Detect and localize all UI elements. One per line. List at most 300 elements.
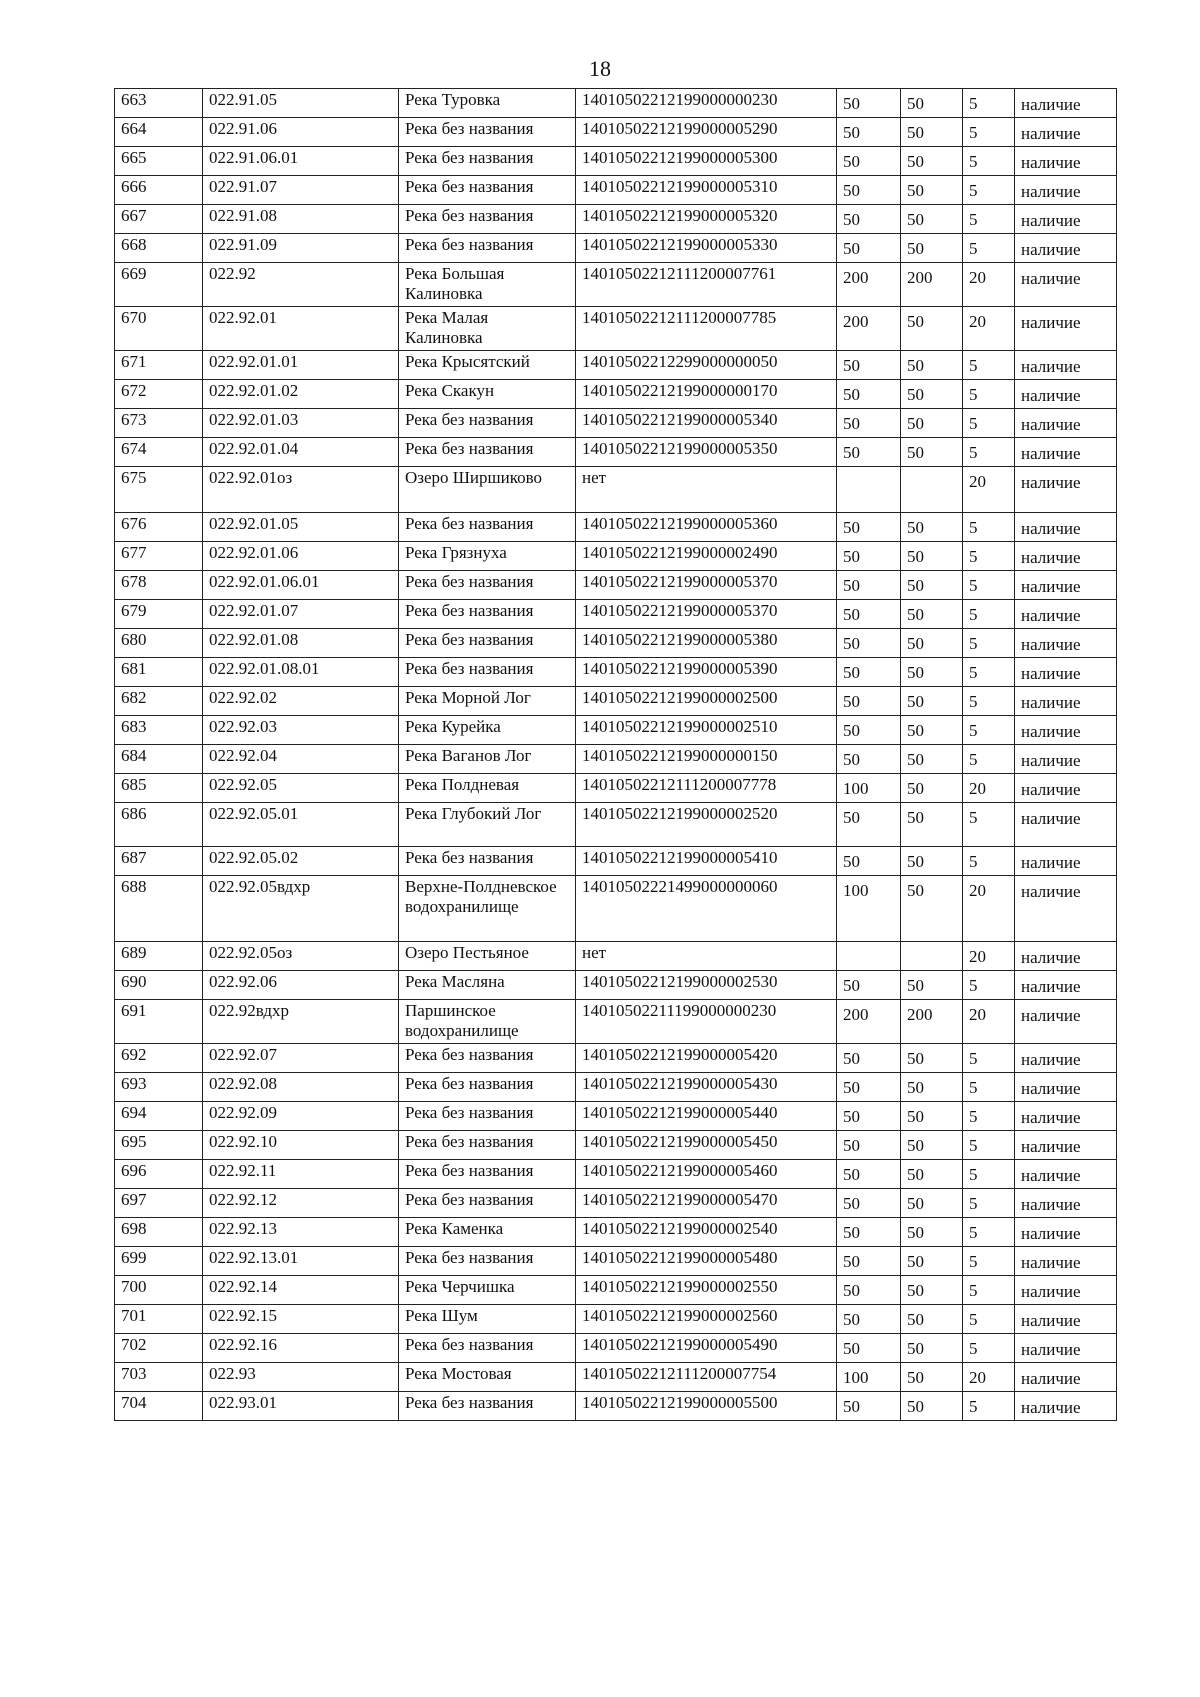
coastal-protection-strip-cell: 5 xyxy=(963,847,1015,876)
row-number-cell: 701 xyxy=(115,1305,203,1334)
object-code-cell: 022.92.01.05 xyxy=(203,513,399,542)
row-number-cell: 698 xyxy=(115,1218,203,1247)
registry-code-cell: 14010502212199000002560 xyxy=(576,1305,837,1334)
status-cell: наличие xyxy=(1015,234,1117,263)
table-row xyxy=(115,263,1117,307)
water-protection-zone-cell: 50 xyxy=(837,658,901,687)
table-row xyxy=(115,205,1117,234)
status-cell: наличие xyxy=(1015,1247,1117,1276)
object-code-cell: 022.92.13 xyxy=(203,1218,399,1247)
shore-strip-width-cell: 50 xyxy=(901,1392,963,1421)
status-cell: наличие xyxy=(1015,118,1117,147)
object-code-cell: 022.91.05 xyxy=(203,89,399,118)
registry-code-cell: 14010502212199000000170 xyxy=(576,380,837,409)
water-objects-table xyxy=(114,88,1117,1421)
registry-code-cell: 14010502212199000002510 xyxy=(576,716,837,745)
object-code-cell: 022.91.09 xyxy=(203,234,399,263)
shore-strip-width-cell: 50 xyxy=(901,176,963,205)
registry-code-cell: 14010502212199000005350 xyxy=(576,438,837,467)
object-name-cell: Озеро Пестьяное xyxy=(399,942,576,971)
shore-strip-width-cell: 50 xyxy=(901,438,963,467)
status-cell: наличие xyxy=(1015,1363,1117,1392)
registry-code-cell: 14010502212199000002520 xyxy=(576,803,837,847)
water-protection-zone-cell: 50 xyxy=(837,745,901,774)
object-name-cell: Река без названия xyxy=(399,1392,576,1421)
object-name-cell: Река Ваганов Лог xyxy=(399,745,576,774)
object-code-cell: 022.92.05оз xyxy=(203,942,399,971)
shore-strip-width-cell: 50 xyxy=(901,1247,963,1276)
water-protection-zone-cell: 50 xyxy=(837,1102,901,1131)
shore-strip-width-cell: 50 xyxy=(901,658,963,687)
object-code-cell: 022.93 xyxy=(203,1363,399,1392)
status-cell: наличие xyxy=(1015,205,1117,234)
row-number-cell: 671 xyxy=(115,351,203,380)
registry-code-cell: 14010502212199000005450 xyxy=(576,1131,837,1160)
status-cell: наличие xyxy=(1015,1392,1117,1421)
water-protection-zone-cell: 50 xyxy=(837,1160,901,1189)
object-name-cell: Река Большая Калиновка xyxy=(399,263,576,307)
table-row xyxy=(115,1131,1117,1160)
shore-strip-width-cell: 50 xyxy=(901,745,963,774)
shore-strip-width-cell: 50 xyxy=(901,971,963,1000)
coastal-protection-strip-cell: 5 xyxy=(963,147,1015,176)
row-number-cell: 688 xyxy=(115,876,203,942)
shore-strip-width-cell: 50 xyxy=(901,1276,963,1305)
table-row xyxy=(115,147,1117,176)
shore-strip-width-cell: 50 xyxy=(901,1160,963,1189)
water-protection-zone-cell: 100 xyxy=(837,876,901,942)
object-code-cell: 022.92.14 xyxy=(203,1276,399,1305)
object-code-cell: 022.92.16 xyxy=(203,1334,399,1363)
coastal-protection-strip-cell: 20 xyxy=(963,467,1015,513)
object-name-cell: Река Морной Лог xyxy=(399,687,576,716)
table-row xyxy=(115,1392,1117,1421)
water-protection-zone-cell xyxy=(837,942,901,971)
row-number-cell: 691 xyxy=(115,1000,203,1044)
coastal-protection-strip-cell: 5 xyxy=(963,1334,1015,1363)
status-cell: наличие xyxy=(1015,409,1117,438)
shore-strip-width-cell: 50 xyxy=(901,629,963,658)
coastal-protection-strip-cell: 5 xyxy=(963,1044,1015,1073)
shore-strip-width-cell xyxy=(901,942,963,971)
coastal-protection-strip-cell: 5 xyxy=(963,176,1015,205)
status-cell: наличие xyxy=(1015,1305,1117,1334)
table-row xyxy=(115,716,1117,745)
coastal-protection-strip-cell: 5 xyxy=(963,513,1015,542)
object-name-cell: Река без названия xyxy=(399,1044,576,1073)
registry-code-cell: 14010502212111200007778 xyxy=(576,774,837,803)
status-cell: наличие xyxy=(1015,847,1117,876)
row-number-cell: 686 xyxy=(115,803,203,847)
registry-code-cell: 14010502212199000005460 xyxy=(576,1160,837,1189)
object-code-cell: 022.92.15 xyxy=(203,1305,399,1334)
object-code-cell: 022.92.10 xyxy=(203,1131,399,1160)
water-protection-zone-cell: 50 xyxy=(837,147,901,176)
object-code-cell: 022.92.01.03 xyxy=(203,409,399,438)
table-row xyxy=(115,745,1117,774)
row-number-cell: 697 xyxy=(115,1189,203,1218)
coastal-protection-strip-cell: 5 xyxy=(963,629,1015,658)
shore-strip-width-cell: 50 xyxy=(901,774,963,803)
table-row xyxy=(115,1363,1117,1392)
shore-strip-width-cell: 50 xyxy=(901,571,963,600)
status-cell: наличие xyxy=(1015,351,1117,380)
table-row xyxy=(115,513,1117,542)
object-code-cell: 022.92.01.01 xyxy=(203,351,399,380)
object-name-cell: Река без названия xyxy=(399,1334,576,1363)
coastal-protection-strip-cell: 20 xyxy=(963,876,1015,942)
coastal-protection-strip-cell: 20 xyxy=(963,942,1015,971)
object-code-cell: 022.92.13.01 xyxy=(203,1247,399,1276)
object-code-cell: 022.92.01.08 xyxy=(203,629,399,658)
registry-code-cell: 14010502221499000000060 xyxy=(576,876,837,942)
object-code-cell: 022.92.08 xyxy=(203,1073,399,1102)
status-cell: наличие xyxy=(1015,600,1117,629)
object-name-cell: Река без названия xyxy=(399,1160,576,1189)
registry-code-cell: 14010502211199000000230 xyxy=(576,1000,837,1044)
registry-code-cell: 14010502212199000005390 xyxy=(576,658,837,687)
status-cell: наличие xyxy=(1015,438,1117,467)
table-row xyxy=(115,1160,1117,1189)
water-protection-zone-cell: 50 xyxy=(837,1305,901,1334)
coastal-protection-strip-cell: 5 xyxy=(963,1131,1015,1160)
registry-code-cell: 14010502212199000005300 xyxy=(576,147,837,176)
object-name-cell: Река Шум xyxy=(399,1305,576,1334)
water-protection-zone-cell: 100 xyxy=(837,774,901,803)
object-code-cell: 022.92.05вдхр xyxy=(203,876,399,942)
water-protection-zone-cell: 50 xyxy=(837,542,901,571)
table-row xyxy=(115,409,1117,438)
status-cell: наличие xyxy=(1015,1044,1117,1073)
registry-code-cell: 14010502212199000005440 xyxy=(576,1102,837,1131)
water-protection-zone-cell: 50 xyxy=(837,629,901,658)
status-cell: наличие xyxy=(1015,1160,1117,1189)
water-protection-zone-cell: 200 xyxy=(837,307,901,351)
registry-code-cell: нет xyxy=(576,942,837,971)
object-name-cell: Река без названия xyxy=(399,1102,576,1131)
shore-strip-width-cell: 50 xyxy=(901,513,963,542)
table-row xyxy=(115,89,1117,118)
water-protection-zone-cell: 50 xyxy=(837,409,901,438)
status-cell: наличие xyxy=(1015,1189,1117,1218)
registry-code-cell: 14010502212199000005500 xyxy=(576,1392,837,1421)
shore-strip-width-cell xyxy=(901,467,963,513)
registry-code-cell: 14010502212111200007761 xyxy=(576,263,837,307)
object-name-cell: Река без названия xyxy=(399,234,576,263)
water-protection-zone-cell: 50 xyxy=(837,438,901,467)
water-protection-zone-cell: 50 xyxy=(837,803,901,847)
water-protection-zone-cell: 50 xyxy=(837,1131,901,1160)
object-code-cell: 022.92вдхр xyxy=(203,1000,399,1044)
object-name-cell: Река Малая Калиновка xyxy=(399,307,576,351)
row-number-cell: 677 xyxy=(115,542,203,571)
registry-code-cell: 14010502212199000000230 xyxy=(576,89,837,118)
row-number-cell: 672 xyxy=(115,380,203,409)
object-name-cell: Верхне-Полдневское водохранилище xyxy=(399,876,576,942)
water-protection-zone-cell: 50 xyxy=(837,1044,901,1073)
table-row xyxy=(115,542,1117,571)
row-number-cell: 685 xyxy=(115,774,203,803)
shore-strip-width-cell: 50 xyxy=(901,847,963,876)
status-cell: наличие xyxy=(1015,1131,1117,1160)
object-code-cell: 022.92.12 xyxy=(203,1189,399,1218)
row-number-cell: 670 xyxy=(115,307,203,351)
table-row xyxy=(115,1000,1117,1044)
water-protection-zone-cell: 50 xyxy=(837,687,901,716)
water-protection-zone-cell: 200 xyxy=(837,1000,901,1044)
coastal-protection-strip-cell: 5 xyxy=(963,89,1015,118)
object-name-cell: Река Грязнуха xyxy=(399,542,576,571)
table-row xyxy=(115,307,1117,351)
row-number-cell: 690 xyxy=(115,971,203,1000)
object-code-cell: 022.91.06 xyxy=(203,118,399,147)
status-cell: наличие xyxy=(1015,263,1117,307)
coastal-protection-strip-cell: 5 xyxy=(963,409,1015,438)
object-name-cell: Река без названия xyxy=(399,176,576,205)
row-number-cell: 695 xyxy=(115,1131,203,1160)
coastal-protection-strip-cell: 5 xyxy=(963,1392,1015,1421)
shore-strip-width-cell: 50 xyxy=(901,1102,963,1131)
page-number: 18 xyxy=(589,56,611,81)
shore-strip-width-cell: 50 xyxy=(901,803,963,847)
status-cell: наличие xyxy=(1015,380,1117,409)
coastal-protection-strip-cell: 20 xyxy=(963,263,1015,307)
table-row xyxy=(115,176,1117,205)
coastal-protection-strip-cell: 5 xyxy=(963,542,1015,571)
status-cell: наличие xyxy=(1015,716,1117,745)
row-number-cell: 682 xyxy=(115,687,203,716)
row-number-cell: 665 xyxy=(115,147,203,176)
row-number-cell: 680 xyxy=(115,629,203,658)
registry-code-cell: 14010502212199000005330 xyxy=(576,234,837,263)
table-row xyxy=(115,687,1117,716)
water-protection-zone-cell: 50 xyxy=(837,205,901,234)
object-name-cell: Река Туровка xyxy=(399,89,576,118)
shore-strip-width-cell: 50 xyxy=(901,234,963,263)
coastal-protection-strip-cell: 5 xyxy=(963,1102,1015,1131)
object-code-cell: 022.91.06.01 xyxy=(203,147,399,176)
status-cell: наличие xyxy=(1015,89,1117,118)
object-code-cell: 022.92.01.02 xyxy=(203,380,399,409)
registry-code-cell: 14010502212199000002550 xyxy=(576,1276,837,1305)
object-name-cell: Река без названия xyxy=(399,847,576,876)
row-number-cell: 700 xyxy=(115,1276,203,1305)
registry-code-cell: 14010502212199000005410 xyxy=(576,847,837,876)
table-row xyxy=(115,438,1117,467)
water-protection-zone-cell: 50 xyxy=(837,234,901,263)
water-protection-zone-cell: 50 xyxy=(837,1392,901,1421)
object-code-cell: 022.92.01.06 xyxy=(203,542,399,571)
table-row xyxy=(115,1305,1117,1334)
row-number-cell: 693 xyxy=(115,1073,203,1102)
object-code-cell: 022.92.01оз xyxy=(203,467,399,513)
status-cell: наличие xyxy=(1015,629,1117,658)
object-name-cell: Река без названия xyxy=(399,438,576,467)
status-cell: наличие xyxy=(1015,803,1117,847)
row-number-cell: 681 xyxy=(115,658,203,687)
coastal-protection-strip-cell: 5 xyxy=(963,118,1015,147)
table-row xyxy=(115,1276,1117,1305)
shore-strip-width-cell: 200 xyxy=(901,263,963,307)
object-code-cell: 022.92.04 xyxy=(203,745,399,774)
table-row xyxy=(115,971,1117,1000)
coastal-protection-strip-cell: 5 xyxy=(963,971,1015,1000)
row-number-cell: 702 xyxy=(115,1334,203,1363)
coastal-protection-strip-cell: 5 xyxy=(963,658,1015,687)
status-cell: наличие xyxy=(1015,307,1117,351)
status-cell: наличие xyxy=(1015,1334,1117,1363)
coastal-protection-strip-cell: 5 xyxy=(963,234,1015,263)
water-protection-zone-cell xyxy=(837,467,901,513)
table-row xyxy=(115,1189,1117,1218)
row-number-cell: 684 xyxy=(115,745,203,774)
row-number-cell: 678 xyxy=(115,571,203,600)
object-name-cell: Река без названия xyxy=(399,118,576,147)
status-cell: наличие xyxy=(1015,176,1117,205)
row-number-cell: 666 xyxy=(115,176,203,205)
water-protection-zone-cell: 50 xyxy=(837,118,901,147)
object-name-cell: Река без названия xyxy=(399,147,576,176)
object-name-cell: Река без названия xyxy=(399,1073,576,1102)
shore-strip-width-cell: 50 xyxy=(901,1218,963,1247)
water-protection-zone-cell: 50 xyxy=(837,89,901,118)
shore-strip-width-cell: 50 xyxy=(901,687,963,716)
status-cell: наличие xyxy=(1015,513,1117,542)
shore-strip-width-cell: 50 xyxy=(901,1305,963,1334)
object-name-cell: Река Курейка xyxy=(399,716,576,745)
object-code-cell: 022.92.01.08.01 xyxy=(203,658,399,687)
object-name-cell: Река Каменка xyxy=(399,1218,576,1247)
object-name-cell: Паршинское водохранилище xyxy=(399,1000,576,1044)
water-protection-zone-cell: 50 xyxy=(837,513,901,542)
object-code-cell: 022.91.08 xyxy=(203,205,399,234)
object-code-cell: 022.92.05 xyxy=(203,774,399,803)
object-name-cell: Река без названия xyxy=(399,1247,576,1276)
row-number-cell: 669 xyxy=(115,263,203,307)
object-code-cell: 022.92.09 xyxy=(203,1102,399,1131)
status-cell: наличие xyxy=(1015,571,1117,600)
coastal-protection-strip-cell: 5 xyxy=(963,205,1015,234)
table-row xyxy=(115,876,1117,942)
object-name-cell: Река Черчишка xyxy=(399,1276,576,1305)
status-cell: наличие xyxy=(1015,658,1117,687)
table-row xyxy=(115,118,1117,147)
row-number-cell: 692 xyxy=(115,1044,203,1073)
object-code-cell: 022.92.05.01 xyxy=(203,803,399,847)
water-protection-zone-cell: 50 xyxy=(837,1073,901,1102)
status-cell: наличие xyxy=(1015,467,1117,513)
object-name-cell: Река без названия xyxy=(399,658,576,687)
object-name-cell: Река без названия xyxy=(399,1189,576,1218)
registry-code-cell: 14010502212199000000150 xyxy=(576,745,837,774)
registry-code-cell: 14010502212199000005370 xyxy=(576,571,837,600)
table-row xyxy=(115,658,1117,687)
shore-strip-width-cell: 50 xyxy=(901,118,963,147)
shore-strip-width-cell: 50 xyxy=(901,716,963,745)
water-protection-zone-cell: 50 xyxy=(837,176,901,205)
status-cell: наличие xyxy=(1015,542,1117,571)
status-cell: наличие xyxy=(1015,1073,1117,1102)
table-row xyxy=(115,234,1117,263)
water-protection-zone-cell: 100 xyxy=(837,1363,901,1392)
object-code-cell: 022.92.05.02 xyxy=(203,847,399,876)
shore-strip-width-cell: 50 xyxy=(901,1044,963,1073)
row-number-cell: 676 xyxy=(115,513,203,542)
registry-code-cell: 14010502212199000005470 xyxy=(576,1189,837,1218)
registry-code-cell: 14010502212199000002490 xyxy=(576,542,837,571)
shore-strip-width-cell: 50 xyxy=(901,205,963,234)
registry-code-cell: 14010502212199000005430 xyxy=(576,1073,837,1102)
registry-code-cell: 14010502212199000002500 xyxy=(576,687,837,716)
water-protection-zone-cell: 50 xyxy=(837,380,901,409)
object-code-cell: 022.92.07 xyxy=(203,1044,399,1073)
object-code-cell: 022.92.06 xyxy=(203,971,399,1000)
water-protection-zone-cell: 50 xyxy=(837,1334,901,1363)
object-name-cell: Река без названия xyxy=(399,571,576,600)
water-protection-zone-cell: 50 xyxy=(837,971,901,1000)
table-row xyxy=(115,942,1117,971)
coastal-protection-strip-cell: 20 xyxy=(963,307,1015,351)
status-cell: наличие xyxy=(1015,1218,1117,1247)
object-name-cell: Река без названия xyxy=(399,513,576,542)
shore-strip-width-cell: 50 xyxy=(901,876,963,942)
object-code-cell: 022.92.01.04 xyxy=(203,438,399,467)
shore-strip-width-cell: 50 xyxy=(901,409,963,438)
registry-code-cell: 14010502212199000005380 xyxy=(576,629,837,658)
object-code-cell: 022.92 xyxy=(203,263,399,307)
coastal-protection-strip-cell: 5 xyxy=(963,1189,1015,1218)
coastal-protection-strip-cell: 5 xyxy=(963,1073,1015,1102)
row-number-cell: 696 xyxy=(115,1160,203,1189)
row-number-cell: 679 xyxy=(115,600,203,629)
table-row xyxy=(115,774,1117,803)
object-name-cell: Река Полдневая xyxy=(399,774,576,803)
registry-code-cell: 14010502212199000005340 xyxy=(576,409,837,438)
table-row xyxy=(115,571,1117,600)
status-cell: наличие xyxy=(1015,1276,1117,1305)
object-name-cell: Река без названия xyxy=(399,409,576,438)
shore-strip-width-cell: 50 xyxy=(901,147,963,176)
table-row xyxy=(115,1044,1117,1073)
registry-code-cell: 14010502212199000002530 xyxy=(576,971,837,1000)
row-number-cell: 699 xyxy=(115,1247,203,1276)
table-row xyxy=(115,600,1117,629)
shore-strip-width-cell: 50 xyxy=(901,307,963,351)
object-name-cell: Река без названия xyxy=(399,600,576,629)
registry-code-cell: 14010502212199000005320 xyxy=(576,205,837,234)
registry-code-cell: 14010502212111200007754 xyxy=(576,1363,837,1392)
row-number-cell: 673 xyxy=(115,409,203,438)
object-code-cell: 022.93.01 xyxy=(203,1392,399,1421)
coastal-protection-strip-cell: 20 xyxy=(963,1000,1015,1044)
row-number-cell: 694 xyxy=(115,1102,203,1131)
object-code-cell: 022.92.01.06.01 xyxy=(203,571,399,600)
shore-strip-width-cell: 50 xyxy=(901,1131,963,1160)
registry-code-cell: 14010502212199000005370 xyxy=(576,600,837,629)
shore-strip-width-cell: 50 xyxy=(901,89,963,118)
object-name-cell: Река Крысятский xyxy=(399,351,576,380)
object-name-cell: Река Скакун xyxy=(399,380,576,409)
status-cell: наличие xyxy=(1015,1000,1117,1044)
water-protection-zone-cell: 50 xyxy=(837,1247,901,1276)
table-row xyxy=(115,1334,1117,1363)
status-cell: наличие xyxy=(1015,745,1117,774)
coastal-protection-strip-cell: 5 xyxy=(963,1276,1015,1305)
shore-strip-width-cell: 50 xyxy=(901,1363,963,1392)
coastal-protection-strip-cell: 5 xyxy=(963,380,1015,409)
table-row xyxy=(115,380,1117,409)
status-cell: наличие xyxy=(1015,971,1117,1000)
